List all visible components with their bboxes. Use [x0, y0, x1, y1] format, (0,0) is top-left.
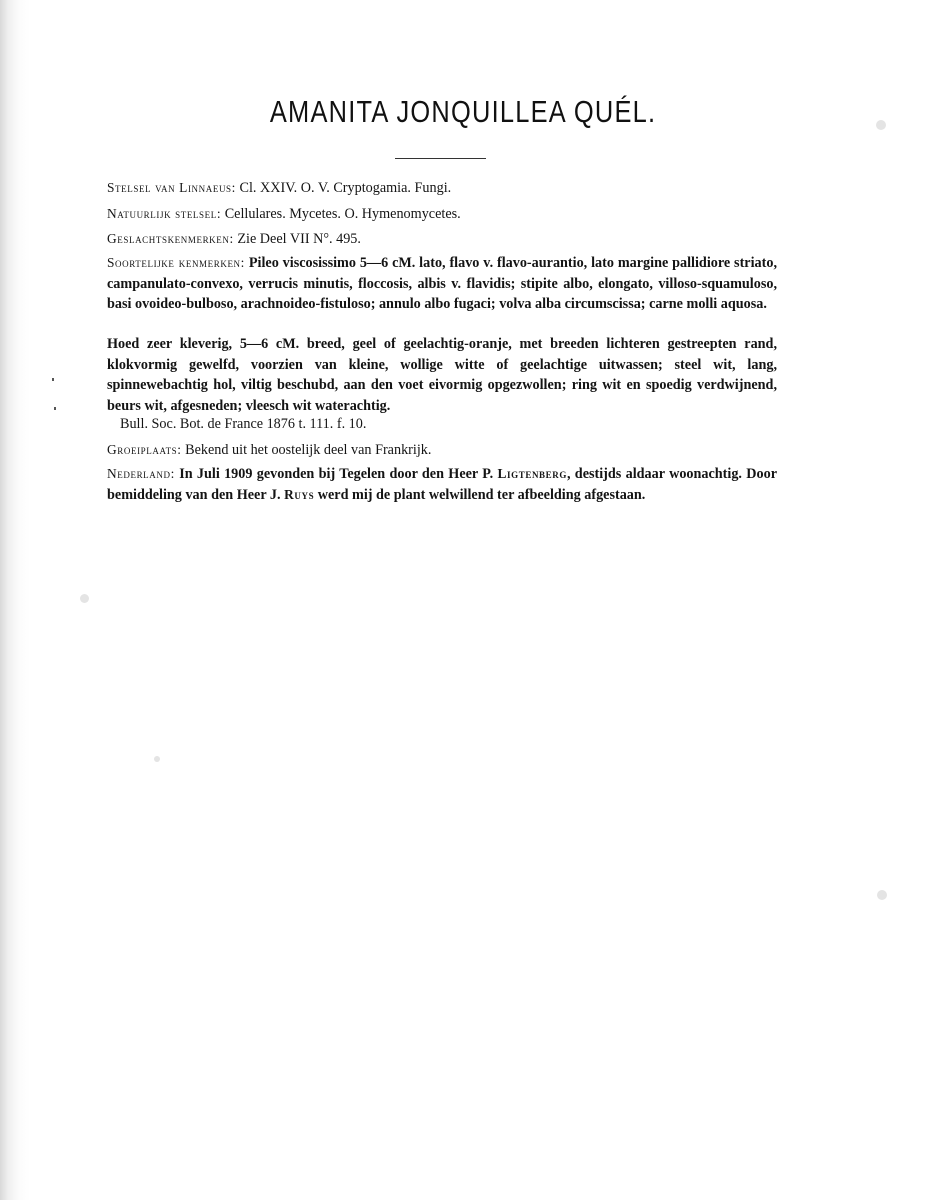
geslachtskenmerken-label: Geslachtskenmerken: — [107, 231, 234, 246]
groeiplaats-text: Bekend uit het oostelijk deel van Frankrijk. — [185, 442, 432, 458]
nederland-name-2: Ruys — [284, 486, 315, 502]
geslachtskenmerken-line — [107, 229, 777, 250]
paper-smudge — [877, 890, 887, 900]
paper-smudge — [154, 756, 160, 762]
soortelijke-kenmerken-label: Soortelijke kenmerken: — [107, 255, 245, 270]
referentie-line — [120, 414, 777, 435]
page-title: AMANITA JONQUILLEA QUÉL. — [269, 94, 657, 129]
nederland-name-1: Ligtenberg — [497, 466, 567, 481]
stelsel-linnaeus-label: Stelsel van Linnaeus: — [107, 180, 236, 195]
natuurlijk-stelsel-label: Natuurlijk stelsel: — [107, 206, 222, 221]
nederland-paragraph — [107, 464, 777, 505]
soortelijke-kenmerken-paragraph — [107, 253, 777, 315]
referentie-text: Bull. Soc. Bot. de France 1876 t. 111. f. 10. — [120, 416, 367, 432]
natuurlijk-stelsel-line — [107, 204, 777, 225]
paper-speck — [52, 378, 54, 381]
stelsel-linnaeus-line — [107, 178, 777, 199]
title-divider — [395, 158, 486, 159]
nederland-text-3: werd mij de plant welwillend ter afbeelding afgestaan. — [317, 486, 646, 503]
groeiplaats-line — [107, 440, 777, 461]
paper-smudge — [80, 594, 89, 603]
nederland-label: Nederland: — [107, 466, 175, 481]
stelsel-linnaeus-text: Cl. XXIV. O. V. Cryptogamia. Fungi. — [239, 180, 452, 196]
beschrijving-text: Hoed zeer kleverig, 5—6 cM. breed, geel of geelachtig-oranje, met breeden lichteren gestreepten rand, klokvormig gewelfd, voorzien van kleine, wollige witte of geelachtige uitwassen; steel wit, lang, spinnewebachtig hol, viltig beschubd, aan den voet eivormig opgezwollen; ring wit en spoedig verdwijnend, beurs wit, afgesneden; vleesch wit waterachtig. — [107, 336, 777, 414]
paper-smudge — [876, 120, 886, 130]
soortelijke-kenmerken-text: Pileo viscosissimo 5—6 cM. lato, flavo v. flavo-aurantio, lato margine pallidiore striato, campanulato-convexo, verrucis minutis, floccosis, albis v. flavidis; stipite albo, elongato, villoso-squamuloso, basi ovoideo-bulboso, arachnoideo-fistuloso; annulo albo fugaci; volva alba circumscissa; carne molli aquosa. — [107, 255, 778, 313]
geslachtskenmerken-text: Zie Deel VII N°. 495. — [237, 231, 361, 247]
natuurlijk-stelsel-text: Cellulares. Mycetes. O. Hymenomycetes. — [224, 206, 461, 222]
paper-speck — [54, 407, 56, 410]
nederland-text-1: In Juli 1909 gevonden bij Tegelen door den Heer P. — [179, 466, 494, 482]
groeiplaats-label: Groeiplaats: — [107, 442, 182, 457]
nederland-text-2: , destijds aldaar woonachtig. Door bemiddeling van den Heer J. — [107, 466, 778, 503]
beschrijving-paragraph — [107, 334, 777, 416]
